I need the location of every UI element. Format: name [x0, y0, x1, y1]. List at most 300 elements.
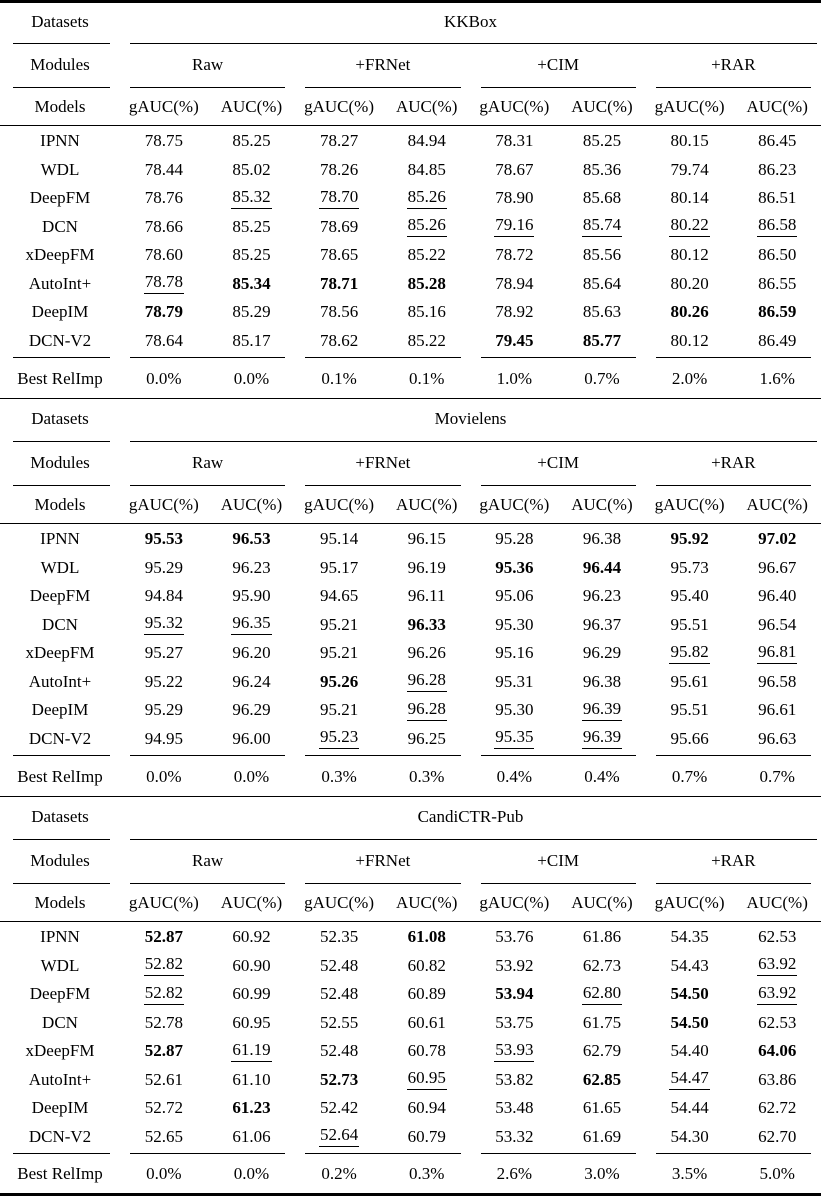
metric-value-text: 53.92	[495, 955, 534, 975]
metric-value-text: 84.94	[407, 131, 446, 151]
metric-header-3-1: AUC(%)	[746, 495, 808, 515]
metric-value-text: 95.36	[495, 557, 534, 577]
metric-value-text: 95.66	[670, 728, 709, 748]
metric-value	[471, 725, 559, 754]
metric-value	[120, 923, 208, 952]
metric-value	[383, 668, 471, 697]
model-name: DCN-V2	[28, 1126, 92, 1146]
metric-value	[120, 327, 208, 356]
metric-value-text: 86.59	[758, 302, 797, 322]
metric-value-text: 94.95	[144, 728, 183, 748]
metric-value-text: 95.51	[670, 700, 709, 720]
metric-header-1-1: AUC(%)	[395, 97, 458, 117]
metric-value	[471, 525, 559, 554]
models-label: Models	[34, 893, 86, 913]
metric-value	[120, 127, 208, 156]
metric-value	[120, 952, 208, 981]
metric-value	[733, 639, 821, 668]
metric-value	[558, 1123, 646, 1152]
best-relimp-value: 2.0%	[671, 368, 708, 388]
metric-value-text: 95.31	[495, 671, 534, 691]
metric-value	[646, 1123, 734, 1152]
metric-value-text: 61.86	[582, 927, 622, 947]
module-group-0: Raw	[192, 453, 224, 473]
metric-value	[120, 639, 208, 668]
metric-value	[733, 1123, 821, 1152]
metric-value-text: 85.28	[407, 273, 446, 293]
metric-value-text: 53.93	[494, 1041, 534, 1062]
metric-value	[295, 725, 383, 754]
table-row	[0, 1066, 821, 1095]
metric-value-text: 62.85	[582, 1069, 622, 1089]
metric-value	[558, 952, 646, 981]
metric-value	[120, 611, 208, 640]
metric-value	[208, 696, 296, 725]
metric-value	[295, 1066, 383, 1095]
model-name: DeepIM	[31, 1098, 89, 1118]
metric-value-text: 60.95	[407, 1069, 447, 1090]
rule-line	[656, 883, 811, 884]
metric-value-text: 78.90	[495, 188, 534, 208]
rule-line	[481, 87, 636, 88]
metric-value-text: 86.23	[758, 159, 797, 179]
metric-value-text: 63.92	[757, 955, 797, 976]
modules-row	[0, 444, 821, 483]
metric-value	[733, 298, 821, 327]
metric-value-text: 62.80	[582, 984, 622, 1005]
metric-header-2-0: gAUC(%)	[479, 97, 550, 117]
metric-value-text: 54.40	[670, 1041, 709, 1061]
best-relimp-value: 5.0%	[759, 1164, 795, 1184]
metric-value	[558, 554, 646, 583]
metric-value	[383, 639, 471, 668]
metric-header-3-0: gAUC(%)	[654, 893, 725, 913]
metric-header-1-0: gAUC(%)	[304, 495, 374, 515]
best-relimp-value: 0.0%	[146, 766, 182, 786]
metric-value	[558, 582, 646, 611]
metric-value-text: 54.50	[670, 1012, 709, 1032]
metric-value-text: 64.06	[758, 1041, 797, 1061]
metric-value-text: 52.61	[144, 1069, 183, 1089]
metric-value-text: 60.82	[407, 955, 446, 975]
metric-value	[383, 1094, 471, 1123]
metric-header-0-0: gAUC(%)	[128, 97, 199, 117]
metric-value	[646, 127, 734, 156]
metric-value	[120, 213, 208, 242]
metric-value-text: 52.55	[319, 1012, 359, 1032]
metric-value	[383, 582, 471, 611]
metric-value	[208, 611, 296, 640]
metric-value-text: 62.79	[582, 1041, 622, 1061]
metric-value	[383, 1066, 471, 1095]
rule-line	[305, 883, 460, 884]
table-row	[0, 525, 821, 554]
metric-value	[208, 184, 296, 213]
metric-value-text: 78.94	[495, 273, 534, 293]
metric-value	[733, 980, 821, 1009]
module-group-3: +RAR	[711, 453, 756, 473]
metric-value	[295, 1009, 383, 1038]
metric-value-text: 95.29	[144, 557, 183, 577]
metric-value-text: 60.90	[232, 955, 271, 975]
metric-value-text: 53.32	[495, 1126, 534, 1146]
module-group-0: Raw	[192, 55, 224, 75]
metric-value-text: 86.51	[758, 188, 797, 208]
metric-value-text: 53.75	[495, 1012, 534, 1032]
metric-value	[208, 1009, 296, 1038]
metric-value-text: 79.45	[495, 330, 534, 350]
metric-value-text: 60.61	[407, 1012, 446, 1032]
rule-line	[130, 43, 817, 44]
best-relimp-value: 0.0%	[233, 368, 270, 388]
metric-value-text: 85.63	[582, 302, 622, 322]
rule-line	[13, 357, 110, 358]
module-group-1: +FRNet	[355, 55, 411, 75]
metric-value	[208, 213, 296, 242]
metric-value	[208, 639, 296, 668]
metric-value	[646, 184, 734, 213]
models-row	[0, 886, 821, 922]
metric-value	[733, 725, 821, 754]
metric-value-text: 78.60	[144, 245, 183, 265]
metric-value-text: 54.50	[670, 984, 709, 1004]
metric-value	[295, 270, 383, 299]
metric-value	[558, 525, 646, 554]
model-name: xDeepFM	[25, 1041, 95, 1061]
metric-value	[471, 1094, 559, 1123]
metric-value-text: 52.87	[144, 1041, 183, 1061]
dataset-name: Movielens	[434, 409, 507, 429]
metric-value-text: 80.15	[670, 131, 709, 151]
metric-value-text: 52.65	[144, 1126, 183, 1146]
metric-value-text: 52.48	[319, 984, 359, 1004]
modules-row	[0, 46, 821, 85]
metric-value	[120, 1066, 208, 1095]
metric-value	[383, 725, 471, 754]
metric-value	[471, 298, 559, 327]
metric-value-text: 61.69	[582, 1126, 622, 1146]
metric-value	[120, 980, 208, 1009]
metric-value-text: 78.75	[144, 131, 183, 151]
metric-value	[120, 554, 208, 583]
module-group-1: +FRNet	[355, 851, 411, 871]
metric-value-text: 96.28	[407, 671, 447, 692]
metric-value	[471, 270, 559, 299]
metric-value-text: 96.29	[582, 643, 622, 663]
rule-line	[13, 883, 110, 884]
metric-value-text: 85.34	[232, 273, 271, 293]
table-row	[0, 696, 821, 725]
metric-value	[558, 184, 646, 213]
metric-value-text: 78.66	[144, 216, 183, 236]
metric-header-1-0: gAUC(%)	[304, 893, 374, 913]
metric-value	[558, 241, 646, 270]
metric-value	[295, 156, 383, 185]
metric-value	[558, 298, 646, 327]
metric-value	[471, 668, 559, 697]
metric-value-text: 96.39	[582, 700, 622, 721]
metric-value-text: 95.21	[319, 700, 359, 720]
metric-value	[120, 582, 208, 611]
metric-value	[558, 127, 646, 156]
metric-value	[383, 611, 471, 640]
metric-value	[558, 213, 646, 242]
metric-value	[646, 668, 734, 697]
metric-value-text: 85.25	[232, 245, 271, 265]
metric-value-text: 78.79	[144, 302, 183, 322]
table-row	[0, 1123, 821, 1152]
metric-value-text: 80.12	[670, 245, 709, 265]
modules-label: Modules	[30, 851, 90, 871]
model-name: IPNN	[40, 927, 80, 947]
metric-header-1-1: AUC(%)	[395, 495, 458, 515]
table-row	[0, 582, 821, 611]
metric-value	[208, 241, 296, 270]
metric-value-text: 96.53	[232, 529, 271, 549]
metric-value-text: 96.15	[407, 529, 446, 549]
metric-value	[120, 1123, 208, 1152]
table-row	[0, 241, 821, 270]
metric-value	[295, 184, 383, 213]
metric-value-text: 60.78	[407, 1041, 446, 1061]
metric-value-text: 80.20	[670, 273, 709, 293]
best-relimp-value: 0.3%	[321, 766, 357, 786]
metric-value	[471, 696, 559, 725]
metric-value-text: 60.99	[232, 984, 271, 1004]
metric-header-1-0: gAUC(%)	[304, 97, 374, 117]
metric-value-text: 79.16	[494, 216, 534, 237]
metric-value	[208, 668, 296, 697]
metric-value-text: 95.90	[232, 586, 271, 606]
metric-value	[383, 156, 471, 185]
metric-value-text: 95.23	[319, 728, 359, 749]
metric-value-text: 63.92	[757, 984, 797, 1005]
metric-value	[733, 241, 821, 270]
model-name: DCN	[42, 1012, 78, 1032]
metric-value	[646, 1094, 734, 1123]
metric-value-text: 96.40	[758, 586, 797, 606]
metric-value	[733, 1009, 821, 1038]
metric-value-text: 80.22	[669, 216, 709, 237]
metric-value-text: 95.14	[319, 529, 359, 549]
metric-value	[558, 1094, 646, 1123]
metric-value-text: 60.95	[232, 1012, 271, 1032]
metric-value-text: 61.23	[232, 1098, 271, 1118]
metric-value	[383, 1009, 471, 1038]
metric-value-text: 96.33	[407, 614, 446, 634]
metric-value-text: 95.61	[670, 671, 709, 691]
metric-value	[295, 525, 383, 554]
metric-value-text: 96.23	[582, 586, 622, 606]
table-row	[0, 1094, 821, 1123]
metric-value-text: 85.64	[582, 273, 622, 293]
rule-line	[13, 441, 110, 442]
metric-value-text: 54.35	[670, 927, 709, 947]
table-row	[0, 1009, 821, 1038]
metric-value	[120, 725, 208, 754]
metric-header-3-1: AUC(%)	[746, 97, 808, 117]
best-relimp-value: 0.7%	[584, 368, 620, 388]
metric-value-text: 96.54	[758, 614, 797, 634]
metric-value-text: 95.92	[670, 529, 709, 549]
metric-value	[558, 327, 646, 356]
metric-header-1-1: AUC(%)	[395, 893, 458, 913]
metric-value-text: 85.26	[407, 216, 447, 237]
metric-header-2-0: gAUC(%)	[479, 495, 550, 515]
metric-value	[733, 156, 821, 185]
metric-value-text: 96.11	[407, 586, 446, 606]
metric-value	[558, 611, 646, 640]
metric-value	[120, 241, 208, 270]
metric-value	[295, 298, 383, 327]
metric-value-text: 52.87	[144, 927, 183, 947]
table-row	[0, 1037, 821, 1066]
metric-header-0-0: gAUC(%)	[128, 495, 199, 515]
metric-value-text: 85.36	[582, 159, 622, 179]
metric-value-text: 60.79	[407, 1126, 446, 1146]
metric-value-text: 61.10	[232, 1069, 271, 1089]
rule-line	[481, 1153, 636, 1154]
metric-value-text: 96.24	[232, 671, 271, 691]
metric-value	[733, 127, 821, 156]
metric-value-text: 78.69	[319, 216, 359, 236]
metric-value	[208, 270, 296, 299]
model-name: DeepFM	[29, 586, 91, 606]
best-relimp-value: 3.5%	[671, 1164, 708, 1184]
metric-value	[471, 611, 559, 640]
metric-value-text: 85.26	[407, 188, 447, 209]
best-relimp-value: 2.6%	[496, 1164, 533, 1184]
metric-value-text: 96.35	[231, 614, 271, 635]
metric-value-text: 54.47	[669, 1069, 709, 1090]
model-name: DeepFM	[29, 188, 91, 208]
metric-value	[733, 923, 821, 952]
metric-value-text: 95.53	[144, 529, 183, 549]
metric-header-2-1: AUC(%)	[571, 97, 633, 117]
metric-value-text: 95.21	[319, 614, 359, 634]
metric-value	[383, 696, 471, 725]
model-name: DeepIM	[31, 700, 89, 720]
rule-line	[656, 485, 811, 486]
table-row	[0, 298, 821, 327]
metric-value	[208, 725, 296, 754]
best-relimp-row	[0, 758, 821, 796]
metric-value-text: 85.17	[232, 330, 271, 350]
metric-value	[646, 639, 734, 668]
metric-value	[471, 639, 559, 668]
metric-value	[471, 980, 559, 1009]
metric-value-text: 97.02	[758, 529, 797, 549]
metric-value-text: 78.31	[495, 131, 534, 151]
metric-value-text: 95.30	[495, 700, 534, 720]
model-name: IPNN	[40, 131, 80, 151]
metric-value	[733, 213, 821, 242]
metric-value	[383, 554, 471, 583]
rule-line	[13, 839, 110, 840]
metric-value	[295, 611, 383, 640]
metric-value-text: 95.30	[495, 614, 534, 634]
metric-value-text: 96.23	[232, 557, 271, 577]
metric-value	[558, 270, 646, 299]
model-name: WDL	[40, 955, 80, 975]
best-relimp-row	[0, 1156, 821, 1194]
metric-value	[733, 184, 821, 213]
metric-value-text: 85.74	[582, 216, 622, 237]
metric-value-text: 96.61	[758, 700, 797, 720]
metric-value-text: 96.38	[582, 529, 622, 549]
rule-line	[130, 485, 285, 486]
table-row	[0, 639, 821, 668]
metric-value	[646, 156, 734, 185]
best-relimp-label: Best RelImp	[17, 368, 103, 388]
metric-value-text: 95.26	[319, 671, 359, 691]
metric-value-text: 94.84	[144, 586, 183, 606]
best-relimp-value: 1.6%	[759, 368, 795, 388]
rule-line	[305, 485, 460, 486]
metric-value	[471, 554, 559, 583]
table-row	[0, 952, 821, 981]
metric-value-text: 52.78	[144, 1012, 183, 1032]
metric-value	[208, 554, 296, 583]
rule-line	[13, 87, 110, 88]
rule-line	[656, 87, 811, 88]
metric-value-text: 54.44	[670, 1098, 709, 1118]
metric-value-text: 61.06	[232, 1126, 271, 1146]
models-row	[0, 488, 821, 524]
metric-value-text: 52.42	[319, 1098, 359, 1118]
metric-value-text: 80.12	[670, 330, 709, 350]
metric-value-text: 95.82	[669, 643, 709, 664]
metric-value	[646, 952, 734, 981]
metric-value	[383, 127, 471, 156]
metric-value	[733, 1066, 821, 1095]
metric-value	[733, 525, 821, 554]
rule-line	[656, 755, 811, 756]
metric-value	[120, 668, 208, 697]
metric-value	[646, 525, 734, 554]
metric-value-text: 95.28	[495, 529, 534, 549]
metric-value	[120, 184, 208, 213]
model-name: WDL	[40, 557, 80, 577]
metric-value	[558, 725, 646, 754]
metric-value-text: 85.22	[407, 330, 446, 350]
datasets-label: Datasets	[31, 409, 89, 429]
datasets-label: Datasets	[31, 807, 89, 827]
rule-line	[130, 755, 285, 756]
model-name: DCN-V2	[28, 330, 92, 350]
metric-value	[295, 1123, 383, 1152]
dataset-name: KKBox	[444, 11, 497, 31]
rule-line	[305, 357, 460, 358]
model-name: DCN-V2	[28, 728, 92, 748]
metric-value	[558, 696, 646, 725]
metric-value-text: 61.19	[231, 1041, 271, 1062]
metric-value	[558, 1009, 646, 1038]
metric-value	[295, 923, 383, 952]
metric-value-text: 78.92	[495, 302, 534, 322]
metric-value-text: 62.72	[758, 1098, 797, 1118]
metric-value-text: 63.86	[758, 1069, 797, 1089]
metric-value-text: 54.30	[670, 1126, 709, 1146]
metric-value-text: 62.53	[758, 927, 797, 947]
metric-value	[471, 127, 559, 156]
metric-header-0-0: gAUC(%)	[128, 893, 199, 913]
metric-value	[208, 525, 296, 554]
metric-value-text: 85.25	[232, 216, 271, 236]
module-group-1: +FRNet	[355, 453, 411, 473]
metric-value-text: 95.35	[494, 728, 534, 749]
metric-value-text: 78.78	[144, 273, 184, 294]
